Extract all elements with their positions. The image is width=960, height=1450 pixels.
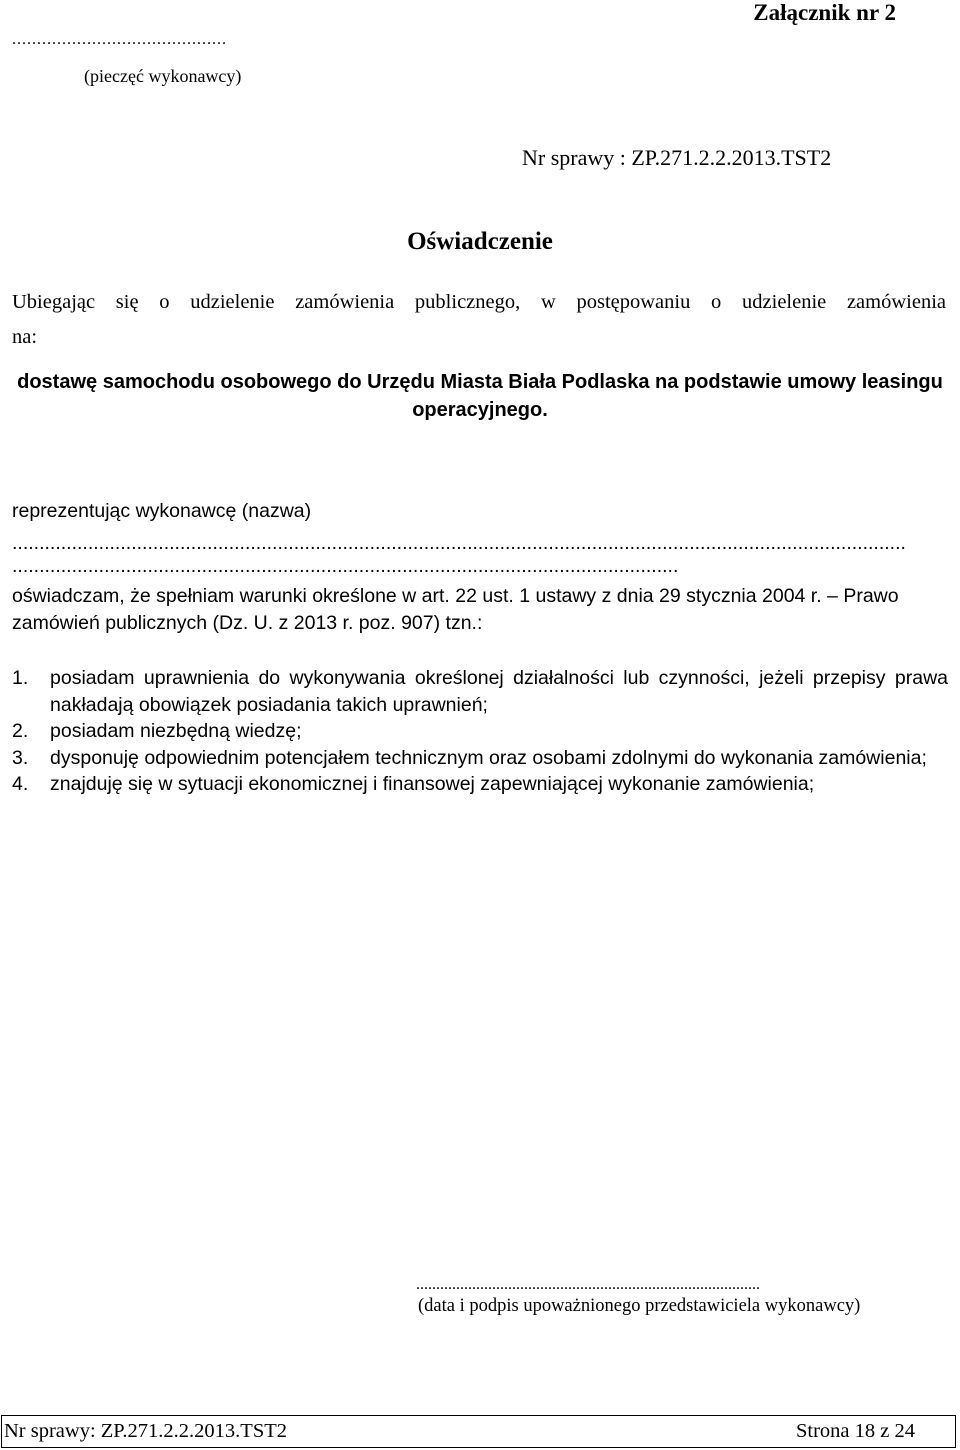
- attachment-label: Załącznik nr 2: [753, 0, 896, 25]
- signature-dotted-line: ......................................................................................: [416, 1276, 760, 1293]
- document-title: Oświadczenie: [407, 228, 553, 255]
- list-item: [12, 771, 948, 798]
- contractor-name-dotted-line: .....................................................................................................................................................................: [12, 532, 906, 554]
- case-reference: Nr sprawy : ZP.271.2.2.2013.TST2: [522, 145, 832, 170]
- procurement-subject: dostawę samochodu osobowego do Urzędu Miasta Biała Podlaska na podstawie umowy leasingu operacyjnego.: [17, 371, 943, 421]
- list-item-number: 2.: [12, 720, 29, 742]
- declaration-text: oświadczam, że spełniam warunki określone w art. 22 ust. 1 ustawy z dnia 29 stycznia 2004 r. – Prawo zamówień publicznych (Dz. U. z 2013 r. poz. 907) tzn.:: [12, 585, 899, 634]
- list-item-text: znajduję się w sytuacji ekonomicznej i finansowej zapewniającej wykonanie zamówienia;: [50, 773, 815, 795]
- list-item-text: posiadam niezbędną wiedzę;: [50, 720, 302, 742]
- list-item-number: 3.: [12, 746, 29, 769]
- intro-text-end: na:: [12, 326, 38, 348]
- conditions-list: [12, 665, 948, 798]
- list-item: [12, 665, 948, 718]
- footer-case-reference: Nr sprawy: ZP.271.2.2.2013.TST2: [4, 1420, 288, 1442]
- contractor-name-dotted-line-2: ...........................................................................................................................: [12, 555, 679, 577]
- stamp-caption: (pieczęć wykonawcy): [84, 66, 242, 86]
- list-item: [12, 745, 948, 772]
- representing-label: reprezentując wykonawcę (nazwa): [12, 500, 312, 522]
- stamp-dotted-line: ...........................................: [12, 31, 227, 48]
- list-item-number: 1.: [12, 667, 29, 689]
- intro-text: Ubiegając się o udzielenie zamówienia publicznego, w postępowaniu o udzielenie zamówienia: [12, 291, 946, 313]
- list-item-text: dysponuję odpowiednim potencjałem technicznym oraz osobami zdolnymi do wykonania zamówienia;: [50, 746, 927, 769]
- signature-caption: (data i podpis upoważnionego przedstawiciela wykonawcy): [418, 1296, 861, 1316]
- list-item-text: posiadam uprawnienia do wykonywania określonej działalności lub czynności, jeżeli przepisy prawa nakładają obowiązek posiadania takich uprawnień;: [50, 667, 948, 716]
- list-item-number: 4.: [12, 773, 29, 795]
- footer-page-number: Strona 18 z 24: [796, 1420, 915, 1442]
- page-footer: [1, 1415, 956, 1448]
- list-item: [12, 718, 948, 745]
